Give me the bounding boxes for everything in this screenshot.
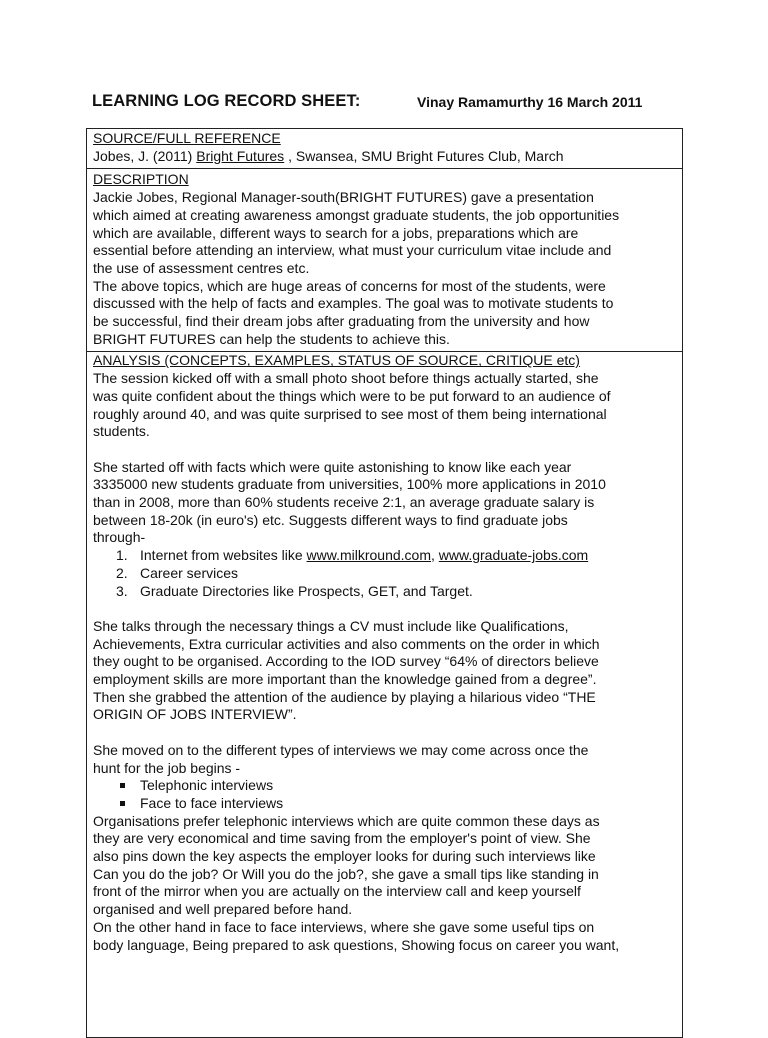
list-number: 2.	[116, 564, 128, 581]
source-heading: SOURCE/FULL REFERENCE	[93, 130, 281, 146]
analysis-line: She moved on to the different types of interviews we may come across once the	[93, 741, 589, 758]
list-item	[93, 583, 676, 601]
description-heading: DESCRIPTION	[93, 171, 189, 188]
analysis-line: than in 2008, more than 60% students receive 2:1, an average graduate salary is	[93, 494, 595, 511]
analysis-line: between 18-20k (in euro's) etc. Suggests different ways to find graduate jobs	[93, 511, 568, 528]
list-text: Face to face interviews	[140, 794, 284, 811]
description-line: which are available, different ways to search for a jobs, preparations which are	[93, 224, 579, 241]
description-line: BRIGHT FUTURES can help the students to achieve this.	[93, 330, 450, 347]
job-search-list	[93, 547, 676, 600]
list-text: Telephonic interviews	[140, 777, 274, 794]
list-item	[93, 547, 676, 565]
analysis-line: ORIGIN OF JOBS INTERVIEW”.	[93, 706, 297, 723]
list-separator: ,	[431, 547, 439, 564]
document-header	[92, 92, 692, 118]
list-text: Graduate Directories like Prospects, GET, and Target.	[140, 582, 473, 599]
description-line: discussed with the help of facts and examples. The goal was to motivate students to	[93, 295, 614, 312]
milkround-link[interactable]: www.milkround.com	[306, 547, 431, 564]
author-date: Vinay Ramamurthy 16 March 2011	[417, 94, 643, 110]
list-text: Internet from websites like	[140, 547, 307, 564]
analysis-line: employment skills are more important than the knowledge gained from a degree”.	[93, 671, 597, 688]
analysis-line: was quite confident about the things which were to be put forward to an audience of	[93, 387, 611, 404]
graduate-jobs-link[interactable]: www.graduate-jobs.com	[438, 547, 589, 564]
analysis-section	[87, 352, 682, 957]
description-line: be successful, find their dream jobs after graduating from the university and how	[93, 313, 590, 330]
analysis-line: Achievements, Extra curricular activities and also comments on the order in which	[93, 635, 600, 652]
list-item	[93, 565, 676, 583]
analysis-line: hunt for the job begins -	[93, 759, 241, 776]
interview-types-list	[93, 777, 676, 812]
analysis-line: Organisations prefer telephonic interviews which are quite common these days as	[93, 812, 600, 829]
analysis-line: also pins down the key aspects the employer looks for during such interviews like	[93, 848, 596, 865]
ref-before: Jobes, J. (2011)	[93, 147, 197, 164]
list-text: Career services	[140, 564, 239, 581]
analysis-line: they ought to be organised. According to the IOD survey “64% of directors believe	[93, 653, 599, 670]
analysis-line: body language, Being prepared to ask questions, Showing focus on career you want,	[93, 936, 620, 953]
analysis-heading: ANALYSIS (CONCEPTS, EXAMPLES, STATUS OF SOURCE, CRITIQUE etc)	[93, 352, 580, 369]
analysis-line: organised and well prepared before hand.	[93, 901, 353, 918]
list-item	[93, 795, 676, 813]
analysis-line: She started off with facts which were quite astonishing to know like each year	[93, 458, 572, 475]
analysis-line: On the other hand in face to face interviews, where she gave some useful tips on	[93, 918, 595, 935]
analysis-line: front of the mirror when you are actually on the interview call and keep yourself	[93, 883, 581, 900]
paragraph-gap	[93, 600, 676, 618]
analysis-line: they are very economical and time saving from the employer's point of view. She	[93, 830, 591, 847]
list-number: 1.	[116, 547, 128, 564]
description-line: the use of assessment centres etc.	[93, 259, 310, 276]
analysis-line: students.	[93, 423, 150, 440]
paragraph-gap	[93, 441, 676, 459]
description-line: which aimed at creating awareness amongst graduate students, the job opportunities	[93, 206, 620, 223]
analysis-line: 3335000 new students graduate from universities, 100% more applications in 2010	[93, 476, 606, 493]
list-item	[93, 777, 676, 795]
analysis-line: through-	[93, 529, 146, 546]
document-title: LEARNING LOG RECORD SHEET:	[92, 92, 361, 110]
analysis-line: Can you do the job? Or Will you do the job?, she gave a small tips like standing in	[93, 865, 599, 882]
description-line: Jackie Jobes, Regional Manager-south(BRIGHT FUTURES) gave a presentation	[93, 189, 594, 206]
source-section	[87, 129, 682, 169]
square-bullet-icon	[120, 783, 125, 788]
ref-title: Bright Futures	[196, 147, 285, 164]
source-reference	[93, 148, 676, 166]
paragraph-gap	[93, 724, 676, 742]
record-table	[86, 128, 683, 1038]
analysis-line: roughly around 40, and was quite surprised to see most of them being international	[93, 405, 607, 422]
list-number: 3.	[116, 582, 128, 599]
ref-after: , Swansea, SMU Bright Futures Club, March	[284, 147, 564, 164]
description-section	[87, 169, 682, 352]
description-line: The above topics, which are huge areas of concerns for most of the students, were	[93, 277, 606, 294]
analysis-line: She talks through the necessary things a CV must include like Qualifications,	[93, 617, 569, 634]
square-bullet-icon	[120, 801, 125, 806]
analysis-line: The session kicked off with a small photo shoot before things actually started, she	[93, 370, 599, 387]
description-line: essential before attending an interview, what must your curriculum vitae include and	[93, 242, 612, 259]
analysis-line: Then she grabbed the attention of the audience by playing a hilarious video “THE	[93, 688, 596, 705]
